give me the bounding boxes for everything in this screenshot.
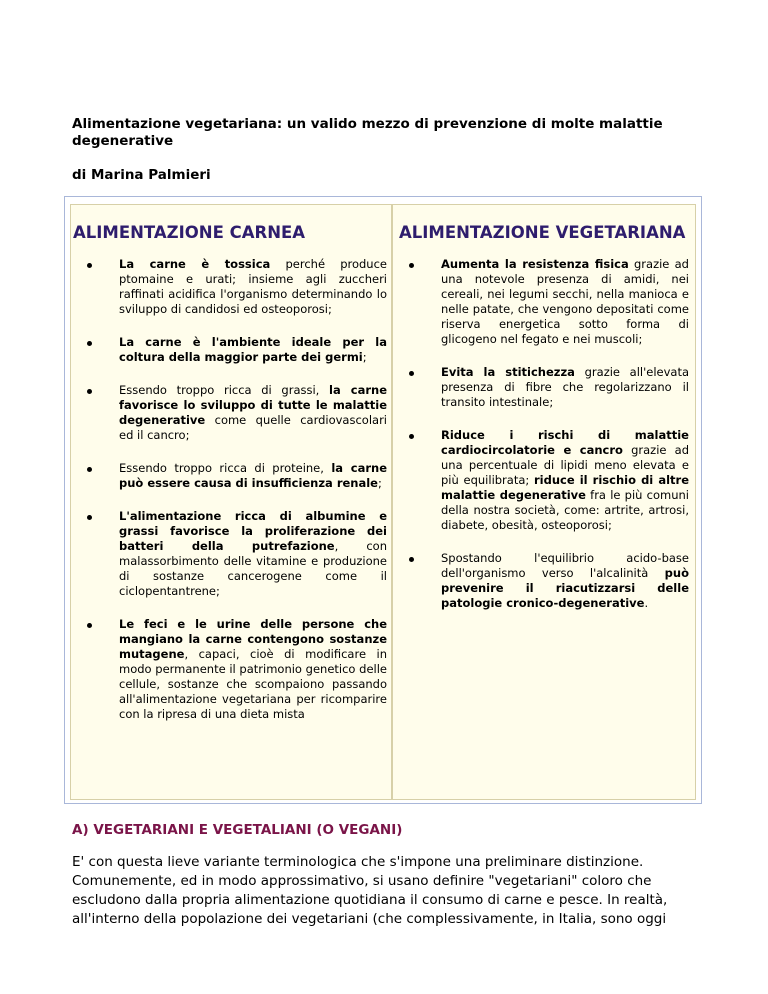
text: , capaci, cioè di modificare in modo permanente il patrimonio genetico delle cellule, sostanze che scompaiono passando all'alimentazione vegetariana per ricomparire con la ripresa di una dieta mista [119,647,387,721]
list-item [119,461,387,491]
text: Spostando l'equilibrio acido-base dell'organismo verso l'alcalinità [441,551,689,580]
list-item [119,509,387,599]
body-line: escludono dalla propria alimentazione quotidiana il consumo di carne e pesce. In realtà, [72,892,668,908]
bold-text: Riduce i rischi di malattie cardiocircolatorie e cancro [441,428,689,457]
text: Essendo troppo ricca di grassi, [119,383,330,397]
bold-text: la carne favorisce lo sviluppo di tutte le malattie degenerative [119,383,387,427]
bold-text: L'alimentazione ricca di albumine e grassi favorisce la proliferazione dei batteri della putrefazione [119,509,387,553]
text: Essendo troppo ricca di proteine, [119,461,332,475]
text: ; [378,476,382,490]
bold-text: la carne può essere causa di insufficienza renale [119,461,387,490]
text: grazie all'elevata presenza di fibre che regolarizzano il transito intestinale; [441,365,690,409]
text: come quelle cardiovascolari ed il cancro; [119,413,387,442]
section-body [72,853,712,929]
list-item [441,551,689,611]
list-item [441,257,689,347]
meat-diet-column [70,204,392,800]
bold-text: può prevenire il riacutizzarsi delle patologie cronico-degenerative [441,566,689,610]
bold-text: La carne è tossica [119,257,271,271]
document-author: di Marina Palmieri [72,167,211,183]
bold-text: Aumenta la resistenza fisica [441,257,629,271]
bold-text: Evita la stitichezza [441,365,575,379]
meat-diet-heading: ALIMENTAZIONE CARNEA [73,223,306,242]
section-heading: A) VEGETARIANI E VEGETALIANI (O VEGANI) [72,822,403,838]
list-item [119,617,387,722]
text: , con malassorbimento delle vitamine e produzione di sostanze cancerogene come il ciclopentantrene; [119,539,387,598]
list-item [119,257,387,317]
text: grazie ad una notevole presenza di amidi, nei cereali, nei legumi secchi, nella manioca e nelle patate, che vengono depositati come riserva energetica sotto forma di glicogeno nel fegato e nei muscoli; [441,257,689,346]
body-line: all'interno della popolazione dei vegetariani (che complessivamente, in Italia, sono oggi [72,911,667,927]
vegetarian-diet-list [441,257,689,629]
body-line: E' con questa lieve variante terminologica che s'impone una preliminare distinzione. [72,854,644,870]
list-item [119,383,387,443]
bold-text: riduce il rischio di altre malattie degenerative [441,473,689,502]
text: fra le più comuni della nostra società, come: artrite, artrosi, diabete, obesità, osteoporosi; [441,488,689,532]
text: perché produce ptomaine e urati; insieme agli zuccheri raffinati acidifica l'organismo determinando lo sviluppo di candidosi ed osteoporosi; [119,257,387,316]
list-item [441,365,689,410]
vegetarian-diet-heading: ALIMENTAZIONE VEGETARIANA [399,223,686,242]
text: ; [362,350,367,364]
bold-text: Le feci e le urine delle persone che mangiano la carne contengono sostanze mutagene [119,617,387,661]
text: . [644,596,649,610]
meat-diet-list [119,257,387,740]
vegetarian-diet-column [392,204,696,800]
body-line: Comunemente, ed in modo approssimativo, si usano definire "vegetariani" coloro che [72,873,652,889]
list-item [119,335,387,365]
list-item [441,428,689,533]
bold-text: La carne è l'ambiente ideale per la coltura della maggior parte dei germi [119,335,387,364]
document-title: Alimentazione vegetariana: un valido mezzo di prevenzione di molte malattie degenerative [72,116,663,149]
text: grazie ad una percentuale di lipidi meno elevata e più equilibrata; [441,443,689,487]
